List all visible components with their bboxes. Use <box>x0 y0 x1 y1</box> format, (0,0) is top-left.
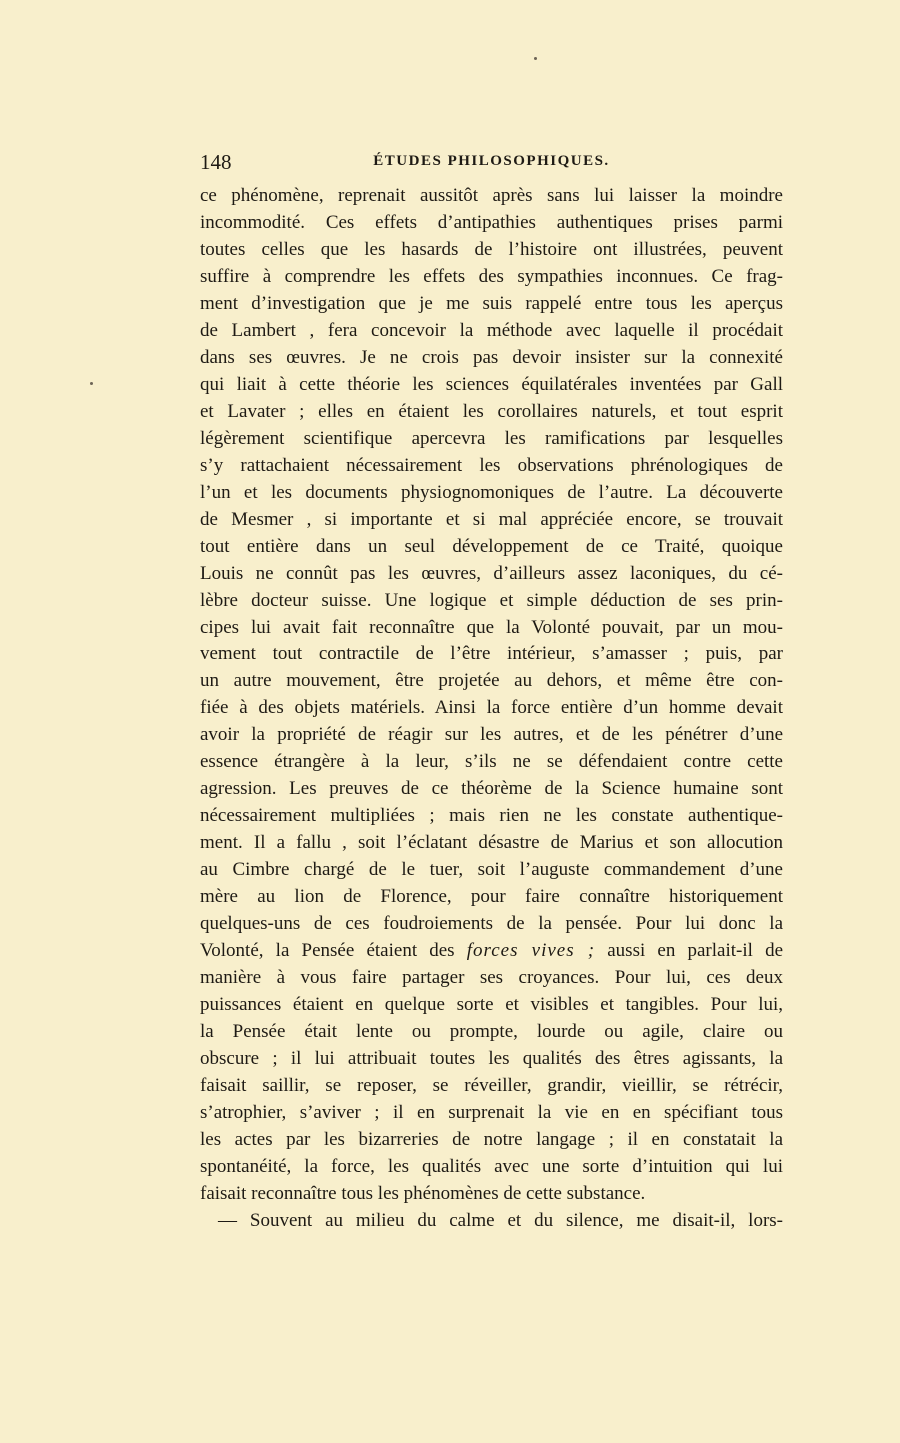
text-line: fiée à des objets matériels. Ainsi la force entière d’un homme devait <box>200 697 783 719</box>
scan-speck <box>90 382 93 385</box>
italic-phrase: forces vives ; <box>466 940 596 962</box>
text-line: légèrement scientifique apercevra les ramifications par lesquelles <box>200 427 783 449</box>
text-line: et Lavater ; elles en étaient les corollaires naturels, et tout esprit <box>200 400 783 422</box>
text-line: s’atrophier, s’aviver ; il en surprenait la vie en en spécifiant tous <box>200 1101 783 1123</box>
scan-speck <box>534 57 537 60</box>
text-line: ment. Il a fallu , soit l’éclatant désastre de Marius et son allocution <box>200 832 783 854</box>
text-line: tout entière dans un seul développement de ce Traité, quoique <box>200 535 783 557</box>
text-line: dans ses œuvres. Je ne crois pas devoir insister sur la connexité <box>200 346 783 368</box>
text-line: lèbre docteur suisse. Une logique et simple déduction de ses prin- <box>200 589 783 611</box>
text-line: la Pensée était lente ou prompte, lourde ou agile, claire ou <box>200 1021 783 1043</box>
text-line: Louis ne connût pas les œuvres, d’ailleurs assez laconiques, du cé- <box>200 562 783 584</box>
text-line: quelques-uns de ces foudroiements de la pensée. Pour lui donc la <box>200 913 783 935</box>
text-line: nécessairement multipliées ; mais rien ne les constate authentique- <box>200 805 783 827</box>
text-line: incommodité. Ces effets d’antipathies authentiques prises parmi <box>200 211 783 233</box>
text-line: manière à vous faire partager ses croyances. Pour lui, ces deux <box>200 967 783 989</box>
text-line: faisait saillir, se reposer, se réveiller, grandir, vieillir, se rétrécir, <box>200 1074 783 1096</box>
text-line: essence étrangère à la leur, s’ils ne se défendaient contre cette <box>200 751 783 773</box>
text-line: qui liait à cette théorie les sciences équilatérales inventées par Gall <box>200 373 783 395</box>
text-segment: aussi en parlait-il de <box>595 940 784 962</box>
running-title: ÉTUDES PHILOSOPHIQUES. <box>373 153 610 169</box>
text-line: un autre mouvement, être projetée au dehors, et même être con- <box>200 670 783 692</box>
text-line: vement tout contractile de l’être intérieur, s’amasser ; puis, par <box>200 643 783 665</box>
text-line: les actes par les bizarreries de notre langage ; il en constatait la <box>200 1128 783 1150</box>
text-segment: Volonté, la Pensée étaient des <box>200 940 467 962</box>
text-line: toutes celles que les hasards de l’histoire ont illustrées, peuvent <box>200 238 783 260</box>
text-line-paragraph-end: faisait reconnaître tous les phénomènes de cette substance. <box>200 1182 646 1204</box>
page-number: 148 <box>200 150 232 174</box>
text-line: spontanéité, la force, les qualités avec une sorte d’intuition qui lui <box>200 1155 783 1177</box>
text-line: agression. Les preuves de ce théorème de la Science humaine sont <box>200 778 783 800</box>
text-line: ment d’investigation que je me suis rappelé entre tous les aperçus <box>200 292 783 314</box>
text-line: puissances étaient en quelque sorte et visibles et tangibles. Pour lui, <box>200 994 783 1016</box>
text-line: l’un et les documents physiognomoniques de l’autre. La découverte <box>200 481 783 503</box>
text-line: avoir la propriété de réagir sur les autres, et de les pénétrer d’une <box>200 724 783 746</box>
text-line: cipes lui avait fait reconnaître que la Volonté pouvait, par un mou- <box>200 616 783 638</box>
text-line-paragraph-start: — Souvent au milieu du calme et du silence, me disait-il, lors- <box>218 1209 783 1231</box>
text-line: mère au lion de Florence, pour faire connaître historiquement <box>200 886 783 908</box>
text-line <box>200 938 783 965</box>
text-line: de Mesmer , si importante et si mal appréciée encore, se trouvait <box>200 508 783 530</box>
text-line: ce phénomène, reprenait aussitôt après sans lui laisser la moindre <box>200 185 783 206</box>
text-line: obscure ; il lui attribuait toutes les qualités des êtres agissants, la <box>200 1048 783 1069</box>
text-line: au Cimbre chargé de le tuer, soit l’auguste commandement d’une <box>200 859 783 881</box>
page-header <box>200 150 783 176</box>
text-line: suffire à comprendre les effets des sympathies inconnues. Ce frag- <box>200 265 783 287</box>
text-line: de Lambert , fera concevoir la méthode avec laquelle il procédait <box>200 319 783 341</box>
text-line: s’y rattachaient nécessairement les observations phrénologiques de <box>200 454 783 476</box>
body-text <box>200 183 783 1235</box>
